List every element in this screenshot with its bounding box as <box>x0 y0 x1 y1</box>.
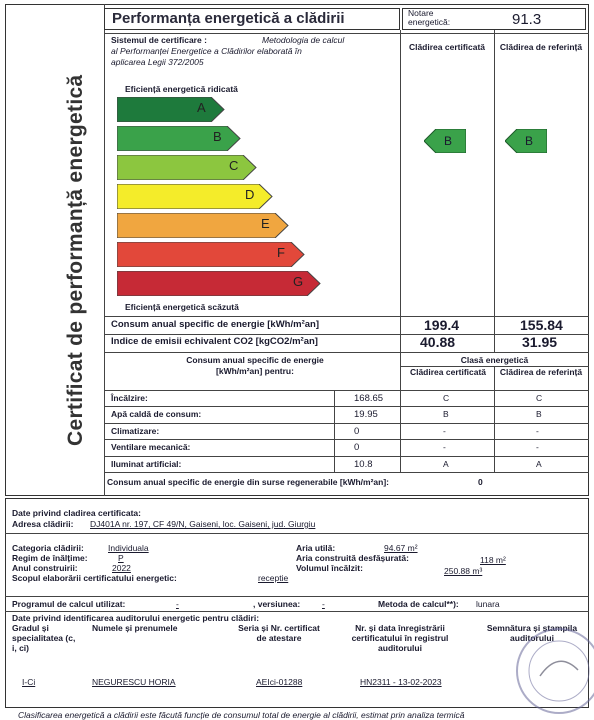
adresa-label: Adresa clădirii: <box>12 519 74 529</box>
scop-value: receptie <box>258 573 289 583</box>
auditor-col-nr: Nr. și data înregistrării certificatului în registrul auditorului <box>351 623 449 653</box>
table-header-left2: [kWh/m²an] pentru: <box>216 366 294 376</box>
metoda-value: lunara <box>476 599 500 609</box>
auditor-col-nume: Numele și prenumele <box>92 623 178 633</box>
certified-class-letter: B <box>444 134 453 148</box>
regim-label: Regim de înălțime: <box>12 553 88 563</box>
scale-letter: G <box>293 274 304 289</box>
aria-desf-value: 118 m² <box>480 555 506 565</box>
volum-value: 250.88 m³ <box>444 566 483 576</box>
aria-utila-value: 94.67 m² <box>384 543 418 553</box>
table-sub-ref: Clădirea de referință <box>499 367 583 377</box>
row-value: 168.65 <box>354 393 384 404</box>
table-header-right: Clasă energetică <box>460 355 529 365</box>
row-value: 19.95 <box>354 409 378 421</box>
scale-bottom-label: Eficiență energetică scăzută <box>125 302 239 312</box>
row-class-ref: B <box>536 409 542 420</box>
sistem-text3: aplicarea Legii 372/2005 <box>111 57 204 67</box>
cladire-section-title: Date privind cladirea certificata: <box>12 508 141 518</box>
consum-ref: 155.84 <box>520 317 563 333</box>
emisii-cert: 40.88 <box>420 334 456 350</box>
regenerabile-value: 0 <box>478 477 483 487</box>
scale-bar-c <box>117 155 257 179</box>
page-title: Performanța energetică a clădirii <box>112 10 345 27</box>
reference-class-indicator <box>505 129 547 153</box>
auditor-section-title: Date privind identificarea auditorului energetic pentru clădiri: <box>12 613 260 623</box>
row-value: 0 <box>354 425 360 437</box>
adresa-value: DJ401A nr. 197, CF 49/N, Gaiseni, loc. Gaiseni, jud. Giurgiu <box>90 519 316 529</box>
row-class-ref: A <box>536 458 542 469</box>
consum-cert: 199.4 <box>424 317 460 333</box>
auditor-nr: HN2311 - 13-02-2023 <box>360 677 442 687</box>
row-class-cert: - <box>443 425 446 436</box>
metoda-label: Metoda de calcul**): <box>378 599 459 609</box>
categoria-label: Categoria clădirii: <box>12 543 84 553</box>
emisii-label: Indice de emisii echivalent CO2 [kgCO2/m²an] <box>111 336 318 347</box>
certified-class-indicator <box>424 129 466 153</box>
auditor-stamp <box>516 628 594 714</box>
scale-letter: D <box>245 187 255 202</box>
aria-desf-label: Aria construită desfășurată: <box>296 553 409 563</box>
auditor-col-serie: Seria și Nr. certificat de atestare <box>238 623 320 643</box>
auditor-serie: AEIci-01288 <box>256 677 303 687</box>
row-class-cert: B <box>443 409 449 420</box>
scale-letter: B <box>213 129 222 144</box>
emisii-ref: 31.95 <box>522 334 558 350</box>
scale-bar-e <box>117 213 289 237</box>
volum-label: Volumul încălzit: <box>296 563 363 573</box>
notare-value: 91.3 <box>512 11 542 28</box>
table-header-left1: Consum anual specific de energie <box>186 355 324 365</box>
scale-bar-d <box>117 184 273 208</box>
row-value: 10.8 <box>354 458 373 470</box>
stamp-seal-icon <box>518 630 594 712</box>
footer-note: Clasificarea energetică a clădirii este făcută funcție de consumul total de energie al clădirii, estimat prin analiza termică <box>18 710 465 720</box>
regenerabile-label: Consum anual specific de energie din surse regenerabile [kWh/m²an]: <box>107 477 389 487</box>
row-label: Apă caldă de consum: <box>111 409 202 420</box>
versiunea-value: - <box>322 599 325 609</box>
regim-value: P <box>118 553 124 563</box>
scale-bar-a <box>117 97 225 121</box>
scop-label: Scopul elaborării certificatului energetic: <box>12 573 177 583</box>
row-class-cert: - <box>443 442 446 453</box>
program-value: - <box>176 599 179 609</box>
sistem-text1: Metodologia de calcul <box>262 35 345 45</box>
notare-label: Notare energetică: <box>408 8 451 27</box>
sistem-text2: al Performanței Energetice a Clădirilor elaborată în <box>111 46 302 56</box>
header-referinta: Clădirea de referință <box>499 42 583 52</box>
an-label: Anul construirii: <box>12 563 78 573</box>
scale-bar-f <box>117 242 305 266</box>
scale-letter: E <box>261 216 270 231</box>
table-sub-cert: Clădirea certificată <box>409 367 487 377</box>
row-class-cert: A <box>443 458 449 469</box>
header-certificata: Clădirea certificată <box>408 42 486 52</box>
an-value: 2022 <box>112 563 131 573</box>
program-label: Programul de calcul utilizat: <box>12 599 126 609</box>
row-class-cert: C <box>443 393 450 403</box>
scale-bar-b <box>117 126 241 150</box>
row-class-ref: C <box>536 393 543 403</box>
row-label: Încălzire: <box>111 393 148 403</box>
row-value: 0 <box>354 442 360 454</box>
scale-bar-g <box>117 271 321 295</box>
scale-letter: F <box>277 245 285 260</box>
scale-letter: C <box>229 158 239 173</box>
scale-letter: A <box>197 100 206 115</box>
row-class-ref: - <box>536 425 539 436</box>
auditor-grad: I-Ci <box>22 677 36 687</box>
row-class-ref: - <box>536 442 539 453</box>
row-label: Ventilare mecanică: <box>111 442 191 453</box>
categoria-value: Individuala <box>108 543 149 553</box>
row-label: Climatizare: <box>111 425 160 436</box>
aria-utila-label: Aria utilă: <box>296 543 336 553</box>
reference-class-letter: B <box>525 134 534 148</box>
auditor-col-grad: Gradul și specialitatea (c, i, ci) <box>12 623 76 653</box>
row-label: Iluminat artificial: <box>111 458 182 469</box>
versiunea-label: , versiunea: <box>253 599 301 609</box>
scale-top-label: Eficiență energetică ridicată <box>125 84 238 94</box>
vertical-title: Certificat de performanță energetică <box>64 74 87 446</box>
auditor-nume: NEGURESCU HORIA <box>92 677 176 687</box>
consum-label: Consum anual specific de energie [kWh/m²an] <box>111 319 319 330</box>
auditor-col-semn: Semnătura și ștampila auditorului <box>486 623 578 643</box>
sistem-label: Sistemul de certificare : <box>111 35 207 45</box>
